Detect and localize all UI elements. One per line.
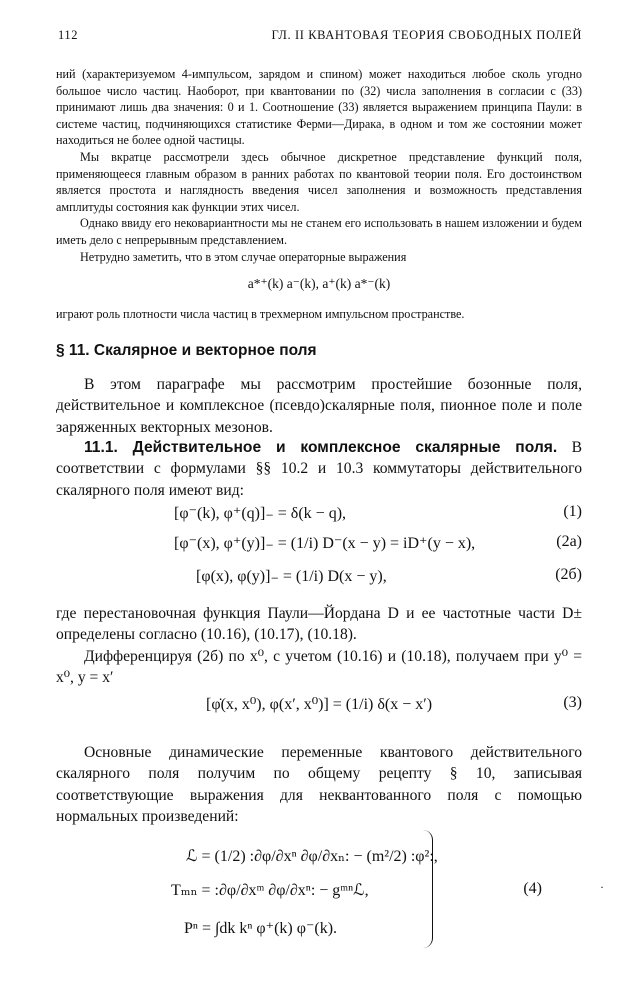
paragraph-noncovariance: Однако ввиду его нековариантности мы не станем его использовать в нашем изложении и будем иметь дело с непрерывным представлением. (56, 216, 582, 247)
page-header (58, 28, 582, 48)
equation-1 (56, 503, 582, 529)
equation-2a (56, 533, 582, 559)
equation-4-line-2 (56, 880, 582, 906)
equation-3-expr: [φ̇(x, x⁰), φ(x′, x⁰)] = (1/i) δ(x − x′) (206, 696, 433, 713)
pauli-block (56, 603, 582, 689)
equation-4-line-1 (56, 846, 582, 872)
paragraph-discrete-representation: Мы вкратце рассмотрели здесь обычное дискретное представление функций поля, применяющееся главным образом в ранних работах по квантовой теории поля. Его достоинством является простота и наглядность введения чисел заполнения и возможность представления амплитуды состояния как функции этих чисел. (56, 149, 582, 214)
paragraph-pauli-jordan: где перестановочная функция Паули—Йордана D и ее частотные части D± определены согласно (10.16), (10.17), (10.18). (56, 605, 582, 644)
equation-2b-number: (2б) (555, 566, 582, 583)
equation-2a-expr: [φ⁻(x), φ⁺(y)]₋ = (1/i) D⁻(x − y) = iD⁺(y − x), (174, 535, 476, 552)
paragraph-density-role: играют роль плотности числа частиц в трехмерном импульсном пространстве. (56, 307, 465, 321)
operator-expression-text: a*⁺(k) a⁻(k), a⁺(k) a*⁻(k) (247, 276, 391, 291)
equation-2b (56, 566, 582, 592)
subsection-title: 11.1. Действительное и комплексное скалярные поля. (84, 439, 558, 456)
running-title: ГЛ. II КВАНТОВАЯ ТЕОРИЯ СВОБОДНЫХ ПОЛЕЙ (271, 28, 582, 42)
page-number: 112 (58, 28, 79, 42)
small-text-block (56, 66, 582, 265)
intro-block (56, 374, 582, 438)
operator-expression (56, 276, 582, 302)
small-text-after (56, 306, 582, 323)
equation-1-expr: [φ⁻(k), φ⁺(q)]₋ = δ(k − q), (174, 505, 347, 522)
subsection-text: В соответствии с формулами §§ 10.2 и 10.3 коммутаторы действительного скалярного поля имеют вид: (56, 439, 582, 499)
equation-4-number: (4) (523, 880, 542, 897)
equation-1-number: (1) (563, 503, 582, 520)
dynamics-block (56, 742, 582, 828)
energy-momentum-tensor-expr: Tₘₙ = :∂φ/∂xᵐ ∂φ/∂xⁿ: − gᵐⁿℒ, (171, 882, 369, 899)
equation-4-brace (420, 830, 433, 948)
paragraph-differentiation: Дифференцируя (2б) по x⁰, с учетом (10.16) и (10.18), получаем при y⁰ = x⁰, y = x′ (56, 647, 582, 687)
margin-mark: · (600, 880, 604, 894)
paragraph-pauli-principle: ний (характеризуемом 4-импульсом, зарядом и спином) может находиться любое сколь угодно большое число частиц. Наоборот, при квантовании по (32) числа заполнения в согласии с (33) принимают лишь два значения: 0 и 1. Соотношение (33) является выражением принципа Паули: в системе частиц, подчиняющихся статистике Ферми—Дирака, в одном и том же состоянии может находиться не более одной частицы. (56, 67, 582, 148)
lagrangian-expr: ℒ = (1/2) :∂φ/∂xⁿ ∂φ/∂xₙ: − (m²/2) :φ²:, (186, 848, 438, 865)
momentum-expr: Pⁿ = ∫dk kⁿ φ⁺(k) φ⁻(k). (184, 920, 338, 937)
paragraph-operator-intro: Нетрудно заметить, что в этом случае операторные выражения (80, 249, 407, 264)
section-title: § 11. Скалярное и векторное поля (56, 342, 317, 359)
equation-4-line-3 (56, 918, 582, 944)
equation-2b-expr: [φ(x), φ(y)]₋ = (1/i) D(x − y), (196, 568, 387, 585)
subsection-block (56, 437, 582, 501)
paragraph-intro: В этом параграфе мы рассмотрим простейшие бозонные поля, действительное и комплексное (псевдо)скалярные поля, пионное поле и поле заряженных векторных мезонов. (56, 376, 582, 436)
equation-2a-number: (2а) (556, 533, 582, 550)
equation-3-number: (3) (563, 694, 582, 711)
paragraph-dynamic-variables: Основные динамические переменные квантового действительного скалярного поля получим по общему рецепту § 10, записывая соответствующие выражения для неквантованного поля с помощью нормальных произведений: (56, 744, 582, 826)
equation-3 (56, 694, 582, 720)
